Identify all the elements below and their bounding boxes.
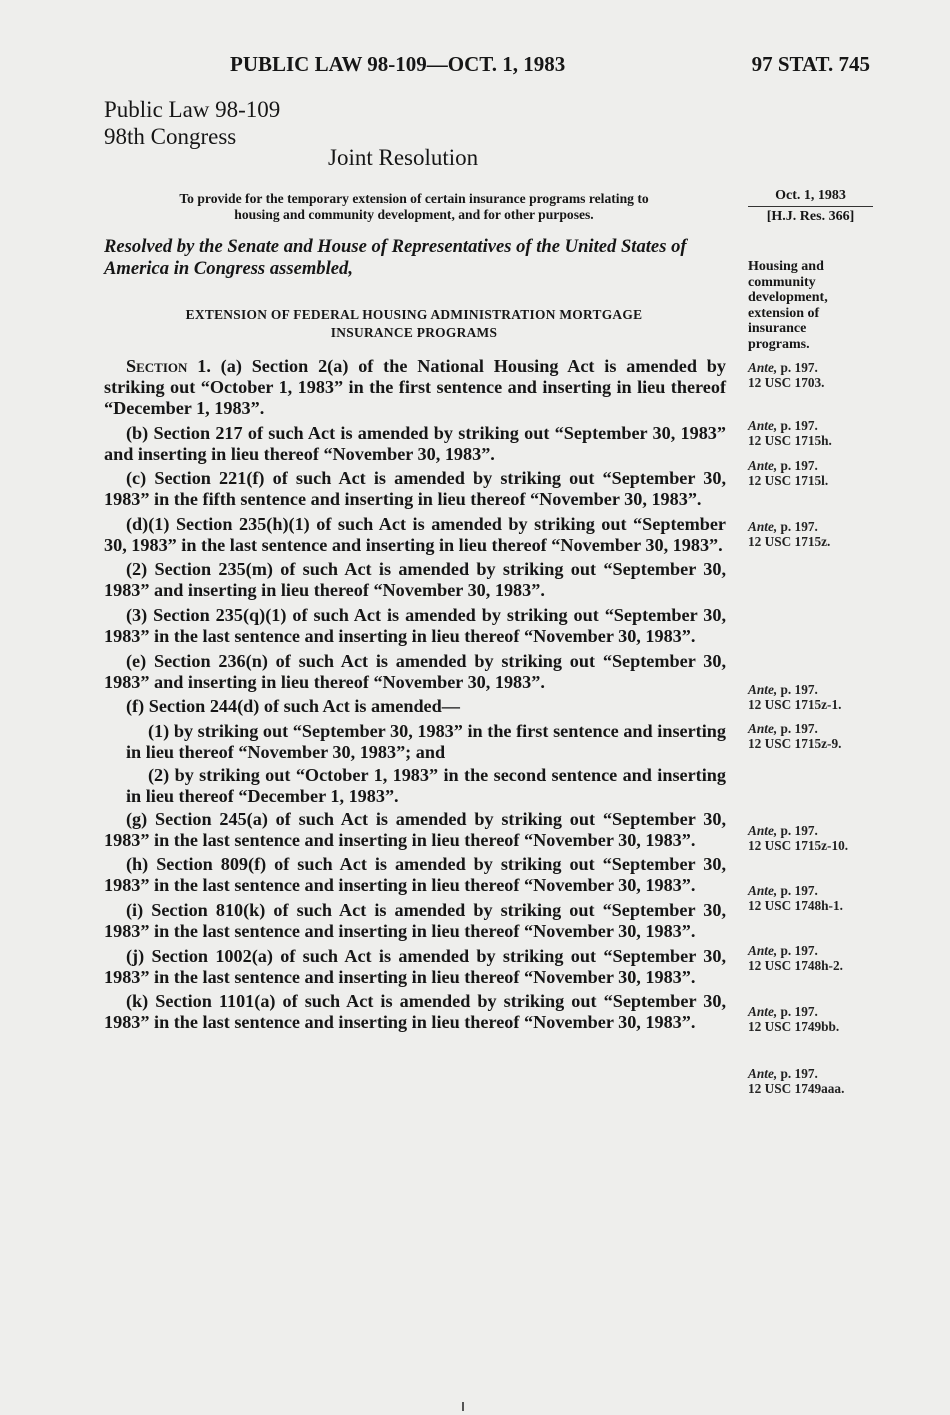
section-heading-line: INSURANCE PROGRAMS bbox=[330, 325, 498, 340]
margin-citation: Ante, p. 197. 12 USC 1715z-10. bbox=[748, 823, 849, 853]
bill-reference: [H.J. Res. 366] bbox=[766, 209, 855, 224]
margin-citation: Ante, p. 197. 12 USC 1749aaa. bbox=[748, 1066, 845, 1096]
enactment-date-block bbox=[748, 188, 873, 225]
margin-citation: Ante, p. 197. 12 USC 1715z. bbox=[748, 519, 831, 549]
section-heading bbox=[104, 306, 724, 342]
document-type-title: Joint Resolution bbox=[328, 145, 479, 170]
paragraph: (d)(1) Section 235(h)(1) of such Act is amended by striking out “September 30, 1983” in the last sentence and inserting in lieu thereof “November 30, 1983”. bbox=[104, 513, 726, 555]
page-mark bbox=[462, 1402, 464, 1411]
topic-line: community bbox=[748, 274, 816, 290]
law-identifier bbox=[104, 96, 280, 150]
purpose-line: To provide for the temporary extension of certain insurance programs relating to bbox=[179, 191, 649, 206]
section-label: Section bbox=[126, 356, 188, 376]
margin-citation: Ante, p. 197. 12 USC 1749bb. bbox=[748, 1004, 840, 1034]
paragraph: (k) Section 1101(a) of such Act is amended by striking out “September 30, 1983” in the last sentence and inserting in lieu thereof “November 30, 1983”. bbox=[104, 991, 726, 1033]
margin-citation: Ante, p. 197. 12 USC 1715l. bbox=[748, 458, 829, 488]
paragraph: (i) Section 810(k) of such Act is amended by striking out “September 30, 1983” in the last sentence and inserting in lieu thereof “November 30, 1983”. bbox=[104, 899, 726, 941]
section-heading-line: EXTENSION OF FEDERAL HOUSING ADMINISTRATION MORTGAGE bbox=[185, 307, 643, 322]
paragraph: (2) Section 235(m) of such Act is amended by striking out “September 30, 1983” and inserting in lieu thereof “November 30, 1983”. bbox=[104, 559, 726, 601]
purpose-statement bbox=[104, 191, 724, 223]
paragraph: (c) Section 221(f) of such Act is amended by striking out “September 30, 1983” in the fifth sentence and inserting in lieu thereof “November 30, 1983”. bbox=[104, 468, 726, 510]
paragraph: (b) Section 217 of such Act is amended by striking out “September 30, 1983” and inserting in lieu thereof “November 30, 1983”. bbox=[104, 422, 726, 464]
topic-line: Housing and bbox=[748, 259, 824, 274]
topic-line: development, bbox=[748, 290, 828, 305]
enacting-clause: Resolved by the Senate and House of Representatives of the United States of America in Congress assembled, bbox=[104, 236, 687, 279]
paragraph: (g) Section 245(a) of such Act is amended by striking out “September 30, 1983” in the last sentence and inserting in lieu thereof “November 30, 1983”. bbox=[104, 808, 726, 850]
margin-citation: Ante, p. 197. 12 USC 1703. bbox=[748, 360, 825, 390]
running-header bbox=[230, 52, 870, 82]
enactment-date: Oct. 1, 1983 bbox=[748, 188, 873, 207]
margin-citation: Ante, p. 197. 12 USC 1715z-9. bbox=[748, 721, 842, 751]
law-number: Public Law 98-109 bbox=[104, 97, 281, 122]
paragraph: (3) Section 235(q)(1) of such Act is amended by striking out “September 30, 1983” in the last sentence and inserting in lieu thereof “November 30, 1983”. bbox=[104, 604, 726, 646]
paragraph-text: 1. (a) Section 2(a) of the National Housing Act is amended by striking out “October 1, 1983” in the first sentence and inserting in lieu thereof “December 1, 1983”. bbox=[104, 356, 726, 418]
topic-line: insurance bbox=[748, 321, 807, 336]
header-law-date: PUBLIC LAW 98-109—OCT. 1, 1983 bbox=[230, 52, 566, 76]
paragraph: (j) Section 1002(a) of such Act is amended by striking out “September 30, 1983” in the last sentence and inserting in lieu thereof “November 30, 1983”. bbox=[104, 945, 726, 987]
topic-line: programs. bbox=[748, 336, 810, 352]
margin-citation: Ante, p. 197. 12 USC 1748h-1. bbox=[748, 883, 843, 913]
paragraph: (f) Section 244(d) of such Act is amended— bbox=[126, 696, 460, 717]
subparagraph: (1) by striking out “September 30, 1983” in the first sentence and inserting in lieu thereof “November 30, 1983”; and bbox=[126, 720, 726, 762]
congress-number: 98th Congress bbox=[104, 124, 237, 149]
paragraph bbox=[104, 356, 726, 419]
purpose-line: housing and community development, and for other purposes. bbox=[234, 207, 594, 222]
margin-citation: Ante, p. 197. 12 USC 1748h-2. bbox=[748, 943, 843, 973]
margin-citation: Ante, p. 197. 12 USC 1715z-1. bbox=[748, 682, 842, 712]
section-body bbox=[104, 356, 726, 1037]
topic-side-note bbox=[748, 259, 873, 352]
header-stat-page: 97 STAT. 745 bbox=[751, 52, 870, 76]
topic-line: extension of bbox=[748, 305, 820, 321]
margin-citation: Ante, p. 197. 12 USC 1715h. bbox=[748, 418, 832, 448]
paragraph: (h) Section 809(f) of such Act is amended by striking out “September 30, 1983” in the last sentence and inserting in lieu thereof “November 30, 1983”. bbox=[104, 854, 726, 896]
paragraph: (e) Section 236(n) of such Act is amended by striking out “September 30, 1983” and inserting in lieu thereof “November 30, 1983”. bbox=[104, 650, 726, 692]
subparagraph: (2) by striking out “October 1, 1983” in the second sentence and inserting in lieu thereof “December 1, 1983”. bbox=[126, 764, 726, 806]
